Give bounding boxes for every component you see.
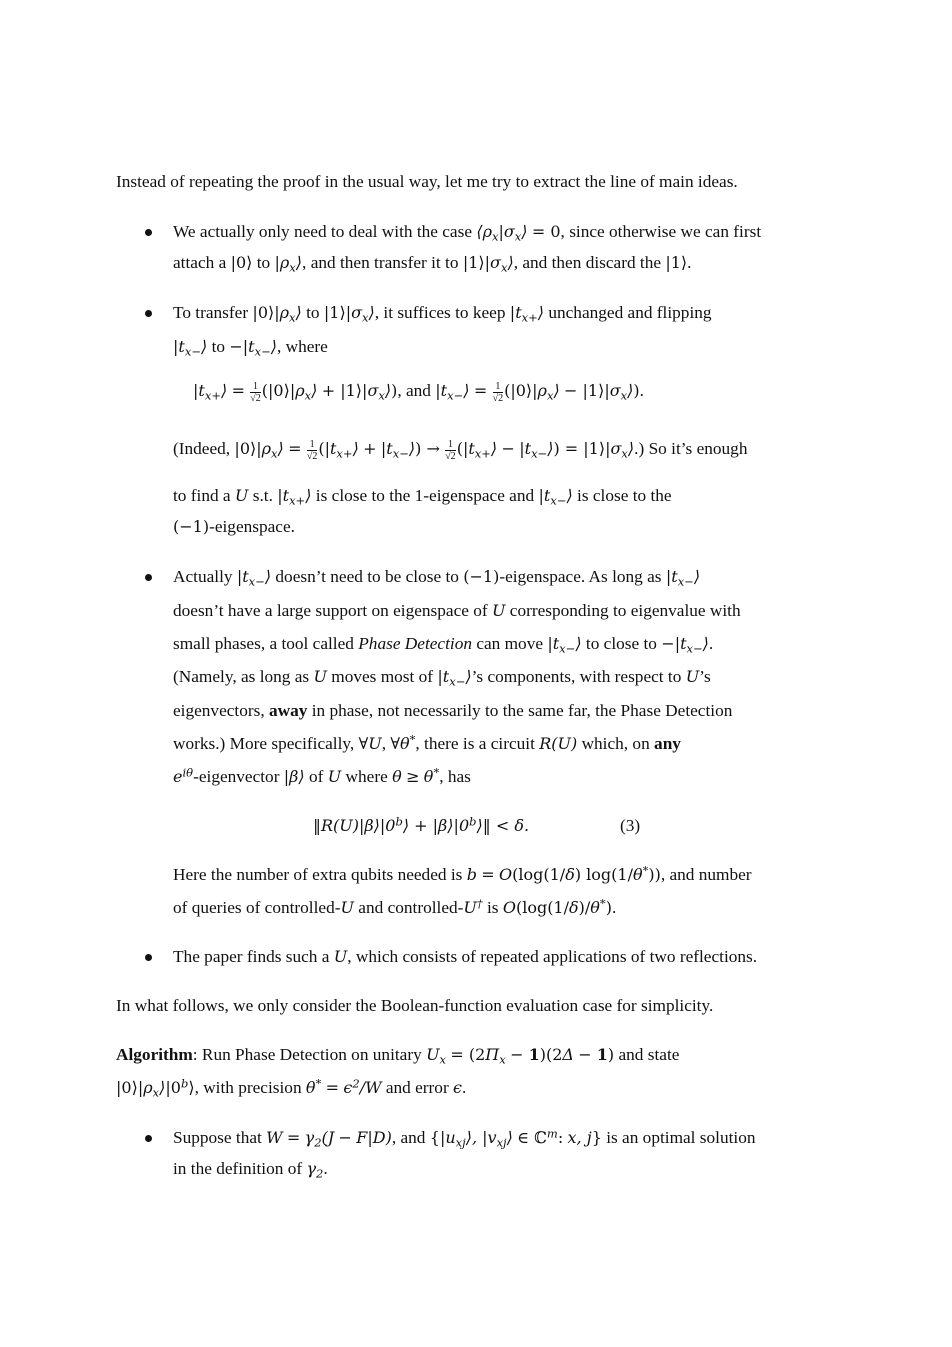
bullet-icon — [145, 229, 152, 236]
bullet-3-line-6: works.) More specifically, ∀U, ∀θ*, there is a circuit R(U) which, on any — [173, 732, 681, 753]
bullet-3-line-5: eigenvectors, away in phase, not necessarily to the same far, the Phase Detection — [173, 701, 733, 720]
bullet-4-line-1: The paper finds such a U, which consists of repeated applications of two reflections. — [173, 947, 758, 966]
bullet-5-line-1: Suppose that $W = \gamma_2(J - F|D)$, and {$|u_{xj}⟩$, $|v_{xj}⟩$ ∈ ℂ$^m$: x, j} is an optimal solution — [173, 1126, 756, 1150]
algorithm-line-1: Algorithm: Run Phase Detection on unitary $U_x = (2\Pi_x - 1)(2\Delta - 1)$ and state — [116, 1045, 680, 1067]
bullet-5-line-2: in the definition of $\gamma_2$. — [173, 1159, 328, 1181]
bullet-2-line-5: to find a U s.t. $|t_{x+}⟩$ is close to the 1-eigenspace and $|t_{x-}⟩$ is close to the — [173, 486, 672, 508]
bullet-3-line-2: doesn’t have a large support on eigenspace of U corresponding to eigenvalue with — [173, 601, 741, 620]
equation-number: (3) — [620, 816, 641, 835]
bullet-2-line-6: (−1)-eigenspace. — [173, 517, 295, 536]
bullet-2-line-4: (Indeed, $|0⟩|\rho_x⟩$ = $\frac{1}{√2}$ ($|t_{x+}⟩$ + $|t_{x-}⟩$) → $\frac{1}{√2}$ ($|t_{x+}⟩$ − $|t_{x-}⟩$) = $|1⟩|\sigma_x⟩$.) So it’s enough — [173, 438, 748, 462]
bullet-icon — [145, 310, 152, 317]
bullet-2-line-1: To transfer $|0⟩|\rho_x⟩$ to $|1⟩|\sigma_x⟩$, it suffices to keep $|t_{x+}⟩$ unchanged and flipping — [173, 303, 712, 325]
bullet-3-equation-3: $‖R(U)|\beta⟩|0^b⟩$ + $|\beta⟩|0^b⟩‖ < \delta$. — [313, 814, 530, 835]
bullet-icon — [145, 574, 152, 581]
bullet-2-equation-definitions: $|t_{x+}⟩$ = $\frac{1}{√2}$ ($|0⟩|\rho_x⟩$ + $|1⟩|\sigma_x⟩$), and $|t_{x-}⟩$ = $\frac{1}{√2}$ ($|0⟩|\rho_x⟩$ − $|1⟩|\sigma_x⟩$). — [193, 380, 644, 404]
bullet-3-line-10: of queries of controlled-U and controlled-U† is O(log(1/δ)/θ*). — [173, 896, 617, 917]
bullet-2-line-2: $|t_{x-}⟩$ to $-|t_{x-}⟩$, where — [173, 337, 328, 359]
bullet-3-line-9: Here the number of extra qubits needed is b = O(log(1/δ) log(1/θ*)), and number — [173, 863, 752, 884]
intro-paragraph: Instead of repeating the proof in the usual way, let me try to extract the line of main ideas. — [116, 172, 738, 191]
bullet-icon — [145, 954, 152, 961]
bullet-3-line-3: small phases, a tool called Phase Detection can move $|t_{x-}⟩$ to close to $-|t_{x-}⟩$. — [173, 634, 714, 656]
bullet-3-line-4: (Namely, as long as U moves most of $|t_{x-}⟩’s$ components, with respect to U’s — [173, 667, 711, 689]
bullet-3-line-7: $e^{i\theta}$-eigenvector |β⟩ of U where θ ≥ θ*, has — [173, 765, 471, 786]
bullet-3-line-1: Actually $|t_{x-}⟩$ doesn’t need to be close to (−1)-eigenspace. As long as $|t_{x-}⟩$ — [173, 567, 701, 589]
bullet-1-line-2: attach a |0⟩ to $|\rho_x⟩$, and then transfer it to $|1⟩|\sigma_x⟩$, and then discard the |1⟩. — [173, 253, 692, 275]
paragraph-2: In what follows, we only consider the Boolean-function evaluation case for simplicity. — [116, 996, 714, 1015]
algorithm-line-2: $|0⟩|\rho_x⟩|0^b⟩$, with precision $\theta^* = \epsilon^2/W$ and error ϵ. — [116, 1076, 467, 1100]
bullet-icon — [145, 1135, 152, 1142]
bullet-1-line-1: We actually only need to deal with the case $⟨\rho_x|\sigma_x⟩ = 0$, since otherwise we can first — [173, 222, 762, 244]
